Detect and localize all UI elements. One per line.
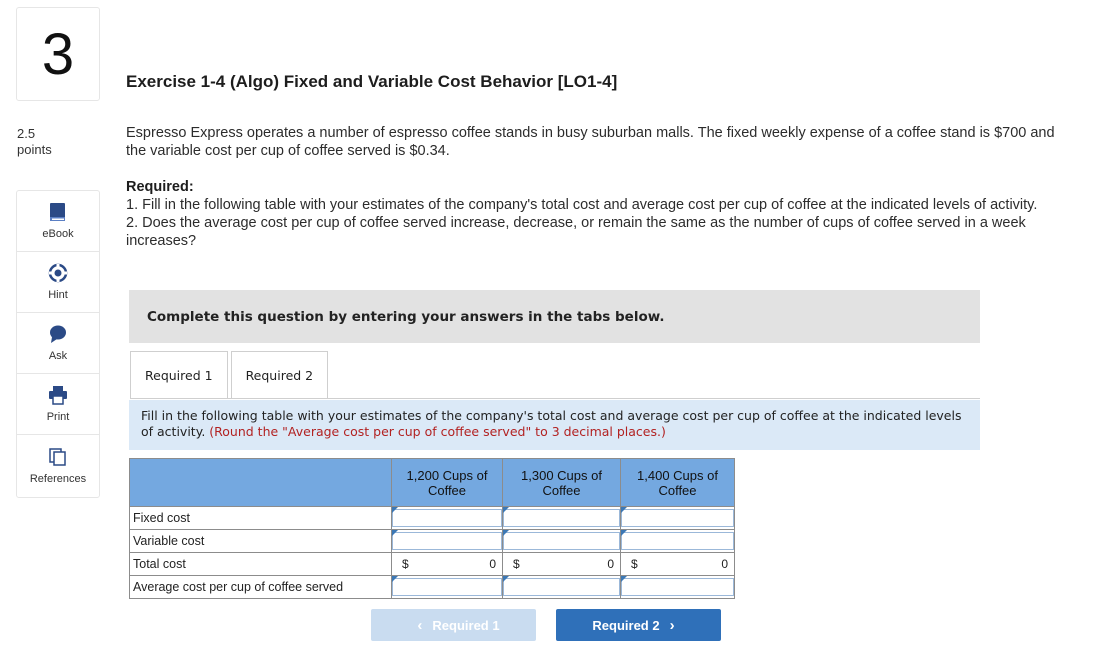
column-header: 1,300 Cups of Coffee (503, 459, 621, 507)
instructions-banner: Complete this question by entering your answers in the tabs below. (129, 290, 980, 343)
next-button[interactable] (556, 609, 721, 641)
chevron-left-icon: ‹ (417, 616, 423, 634)
currency-symbol: $ (402, 557, 409, 571)
total-value: 0 (489, 557, 496, 571)
required-item-2: 2. Does the average cost per cup of coffee served increase, decrease, or remain the same as the number of cups of coffee served in a week increases? (126, 215, 1026, 249)
ask-icon (48, 324, 68, 344)
fixed-cost-1400-input[interactable] (621, 507, 735, 530)
sidebar-item-references[interactable] (17, 435, 99, 497)
sidebar-item-ask[interactable] (17, 313, 99, 374)
tab-divider (130, 398, 980, 399)
tab-bar (130, 351, 331, 399)
total-value: 0 (721, 557, 728, 571)
fixed-cost-1300-input[interactable] (503, 507, 621, 530)
sidebar-item-label: Hint (48, 289, 68, 301)
currency-symbol: $ (631, 557, 638, 571)
question-number: 3 (16, 7, 100, 101)
row-label-total-cost: Total cost (130, 553, 392, 576)
book-icon (49, 202, 67, 222)
sidebar-item-ebook[interactable] (17, 191, 99, 252)
cost-table (129, 458, 735, 599)
column-header: 1,200 Cups of Coffee (392, 459, 503, 507)
average-cost-1200-input[interactable] (392, 576, 503, 599)
exercise-title: Exercise 1-4 (Algo) Fixed and Variable Cost Behavior [LO1-4] (126, 72, 618, 91)
prev-button-label: Required 1 (432, 617, 500, 633)
instruction-note: (Round the "Average cost per cup of coffee served" to 3 decimal places.) (209, 424, 666, 439)
required-heading: Required: (126, 179, 194, 195)
currency-symbol: $ (513, 557, 520, 571)
hint-icon (48, 263, 68, 283)
average-cost-1400-input[interactable] (621, 576, 735, 599)
instruction-box (129, 400, 980, 450)
total-cost-1400 (621, 553, 735, 576)
row-label-variable-cost: Variable cost (130, 530, 392, 553)
total-cost-1300 (503, 553, 621, 576)
tab-required-2[interactable]: Required 2 (231, 351, 329, 398)
points-value: 2.5 (17, 126, 36, 141)
sidebar-item-hint[interactable] (17, 252, 99, 313)
points-display (17, 126, 52, 158)
sidebar-item-print[interactable] (17, 374, 99, 435)
references-icon (48, 447, 68, 467)
points-label: points (17, 142, 52, 157)
sidebar (16, 190, 100, 498)
header-blank (130, 459, 392, 507)
total-value: 0 (607, 557, 614, 571)
print-icon (48, 385, 68, 405)
sidebar-item-label: Print (46, 411, 70, 423)
column-header: 1,400 Cups of Coffee (621, 459, 735, 507)
tab-required-1[interactable]: Required 1 (130, 351, 228, 399)
row-label-fixed-cost: Fixed cost (130, 507, 392, 530)
average-cost-1300-input[interactable] (503, 576, 621, 599)
required-section (126, 178, 1076, 250)
variable-cost-1400-input[interactable] (621, 530, 735, 553)
next-button-label: Required 2 (592, 617, 660, 633)
variable-cost-1200-input[interactable] (392, 530, 503, 553)
instruction-text: Fill in the following table with your estimates of the company's total cost and average cost per cup of coffee at the indicated levels of activity. (141, 408, 962, 439)
fixed-cost-1200-input[interactable] (392, 507, 503, 530)
total-cost-1200 (392, 553, 503, 576)
row-label-average-cost: Average cost per cup of coffee served (130, 576, 392, 599)
sidebar-item-label: eBook (42, 228, 74, 240)
chevron-right-icon: › (669, 616, 675, 634)
sidebar-item-label: References (29, 473, 87, 485)
sidebar-item-label: Ask (48, 350, 68, 362)
variable-cost-1300-input[interactable] (503, 530, 621, 553)
required-item-1: 1. Fill in the following table with your estimates of the company's total cost and average cost per cup of coffee at the indicated levels of activity. (126, 197, 1038, 213)
prev-button (371, 609, 536, 641)
exercise-intro: Espresso Express operates a number of espresso coffee stands in busy suburban malls. The fixed weekly expense of a coffee stand is $700 and the variable cost per cup of coffee served is $0.34. (126, 125, 1055, 159)
